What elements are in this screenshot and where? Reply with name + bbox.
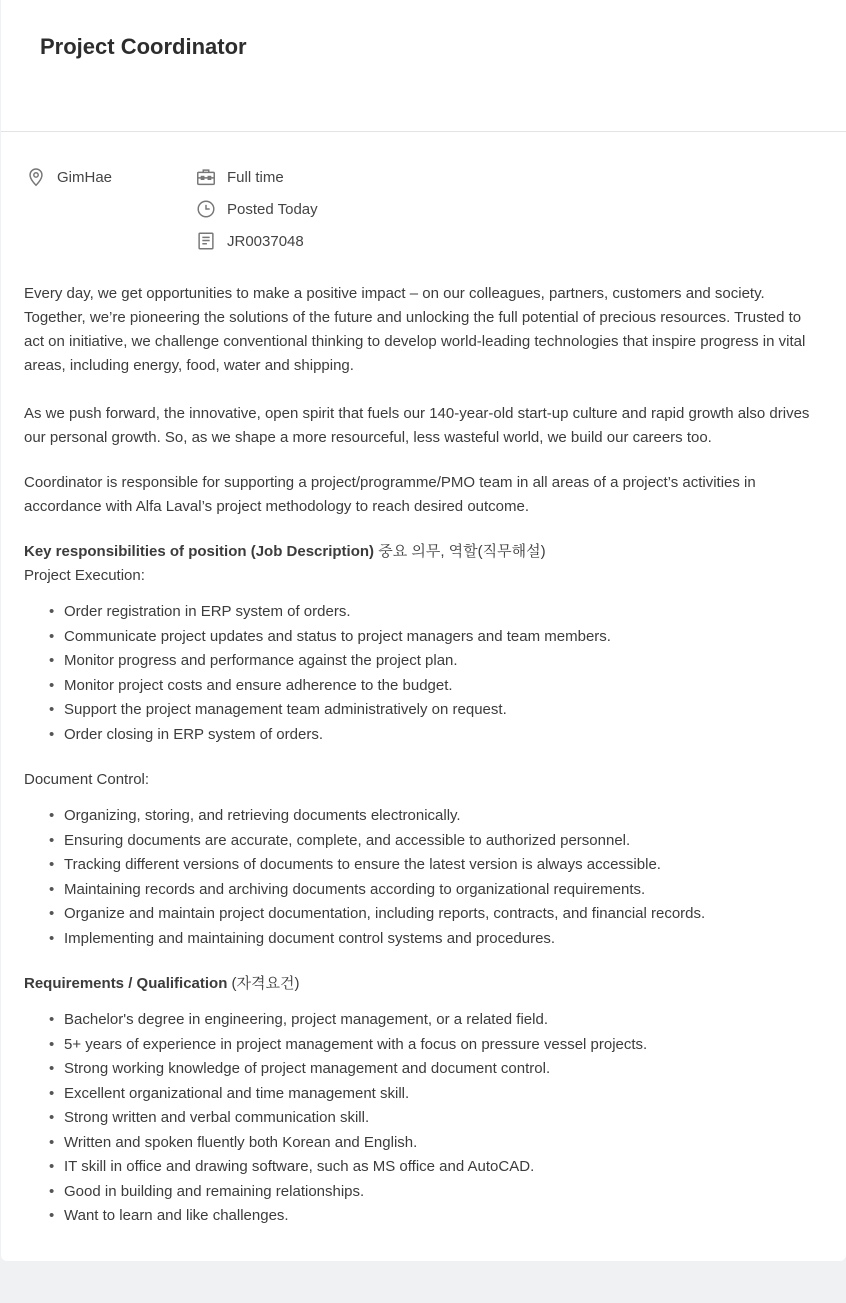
posted-meta <box>195 198 318 220</box>
employment-type-text: Full time <box>227 168 284 186</box>
requirements-item: • IT skill in office and drawing software, such as MS office and AutoCAD. <box>64 1155 824 1180</box>
location-text: GimHae <box>57 168 113 186</box>
document-item: • Organize and maintain project documentation, including reports, contracts, and financial records. <box>64 902 824 927</box>
requirements-item: • Excellent organizational and time management skill. <box>64 1082 824 1107</box>
execution-item: • Order registration in ERP system of orders. <box>64 600 824 625</box>
requirements-item: • Strong written and verbal communication skill. <box>64 1106 824 1131</box>
job-description <box>24 282 824 1229</box>
posted-text: Posted Today <box>227 200 318 218</box>
document-item: • Implementing and maintaining document control systems and procedures. <box>64 927 824 952</box>
document-icon <box>195 230 217 252</box>
execution-item: • Monitor project costs and ensure adherence to the budget. <box>64 674 824 699</box>
requirements-heading-korean: (자격요건) <box>227 975 300 992</box>
requirements-item: • 5+ years of experience in project management with a focus on pressure vessel projects. <box>64 1033 824 1058</box>
requirements-list <box>24 1008 824 1229</box>
document-heading: Document Control: <box>24 771 150 788</box>
requisition-id-text: JR0037048 <box>227 232 304 250</box>
execution-item: • Communicate project updates and status to project managers and team members. <box>64 625 824 650</box>
execution-item: • Monitor progress and performance against the project plan. <box>64 649 824 674</box>
location-meta <box>25 166 112 188</box>
intro-paragraph-1: Every day, we get opportunities to make a positive impact – on our colleagues, partners, customers and society. Together, we’re pioneering the solutions of the future and unlocking the full potential of precious resources. Trusted to act on initiative, we challenge conventional thinking to develop world-leading technologies that inspire progress in vital areas, including energy, food, water and shipping. <box>24 285 806 374</box>
execution-list <box>24 600 824 747</box>
requirements-item: • Written and spoken fluently both Korean and English. <box>64 1131 824 1156</box>
job-card <box>1 0 846 1261</box>
requirements-heading-bold: Requirements / Qualification <box>24 975 228 992</box>
execution-heading: Project Execution: <box>24 567 145 584</box>
responsibilities-heading-korean: 중요 의무, 역할(직무해설) <box>374 543 546 560</box>
requirements-item: • Want to learn and like challenges. <box>64 1204 824 1229</box>
requisition-meta <box>195 230 304 252</box>
responsibilities-heading-bold: Key responsibilities of position (Job Description) <box>24 543 375 560</box>
document-item: • Tracking different versions of documents to ensure the latest version is always accessible. <box>64 853 824 878</box>
document-item: • Organizing, storing, and retrieving documents electronically. <box>64 804 824 829</box>
requirements-item: • Bachelor's degree in engineering, project management, or a related field. <box>64 1008 824 1033</box>
clock-icon <box>195 198 217 220</box>
execution-item: • Support the project management team administratively on request. <box>64 698 824 723</box>
intro-paragraph-3: Coordinator is responsible for supporting a project/programme/PMO team in all areas of a project’s activities in accordance with Alfa Laval’s project methodology to reach desired outcome. <box>24 474 756 515</box>
briefcase-icon <box>195 166 217 188</box>
requirements-item: • Strong working knowledge of project management and document control. <box>64 1057 824 1082</box>
employment-type-meta <box>195 166 284 188</box>
document-list <box>24 804 824 951</box>
job-header <box>1 0 846 132</box>
requirements-heading <box>24 972 824 996</box>
job-title: Project Coordinator <box>40 34 247 59</box>
map-pin-icon <box>25 166 47 188</box>
document-item: • Ensuring documents are accurate, complete, and accessible to authorized personnel. <box>64 829 824 854</box>
responsibilities-heading <box>24 540 824 564</box>
document-item: • Maintaining records and archiving documents according to organizational requirements. <box>64 878 824 903</box>
execution-item: • Order closing in ERP system of orders. <box>64 723 824 748</box>
requirements-item: • Good in building and remaining relationships. <box>64 1180 824 1205</box>
intro-paragraph-2: As we push forward, the innovative, open spirit that fuels our 140-year-old start-up culture and rapid growth also drives our personal growth. So, as we shape a more resourceful, less wasteful world, we build our careers too. <box>24 405 810 446</box>
